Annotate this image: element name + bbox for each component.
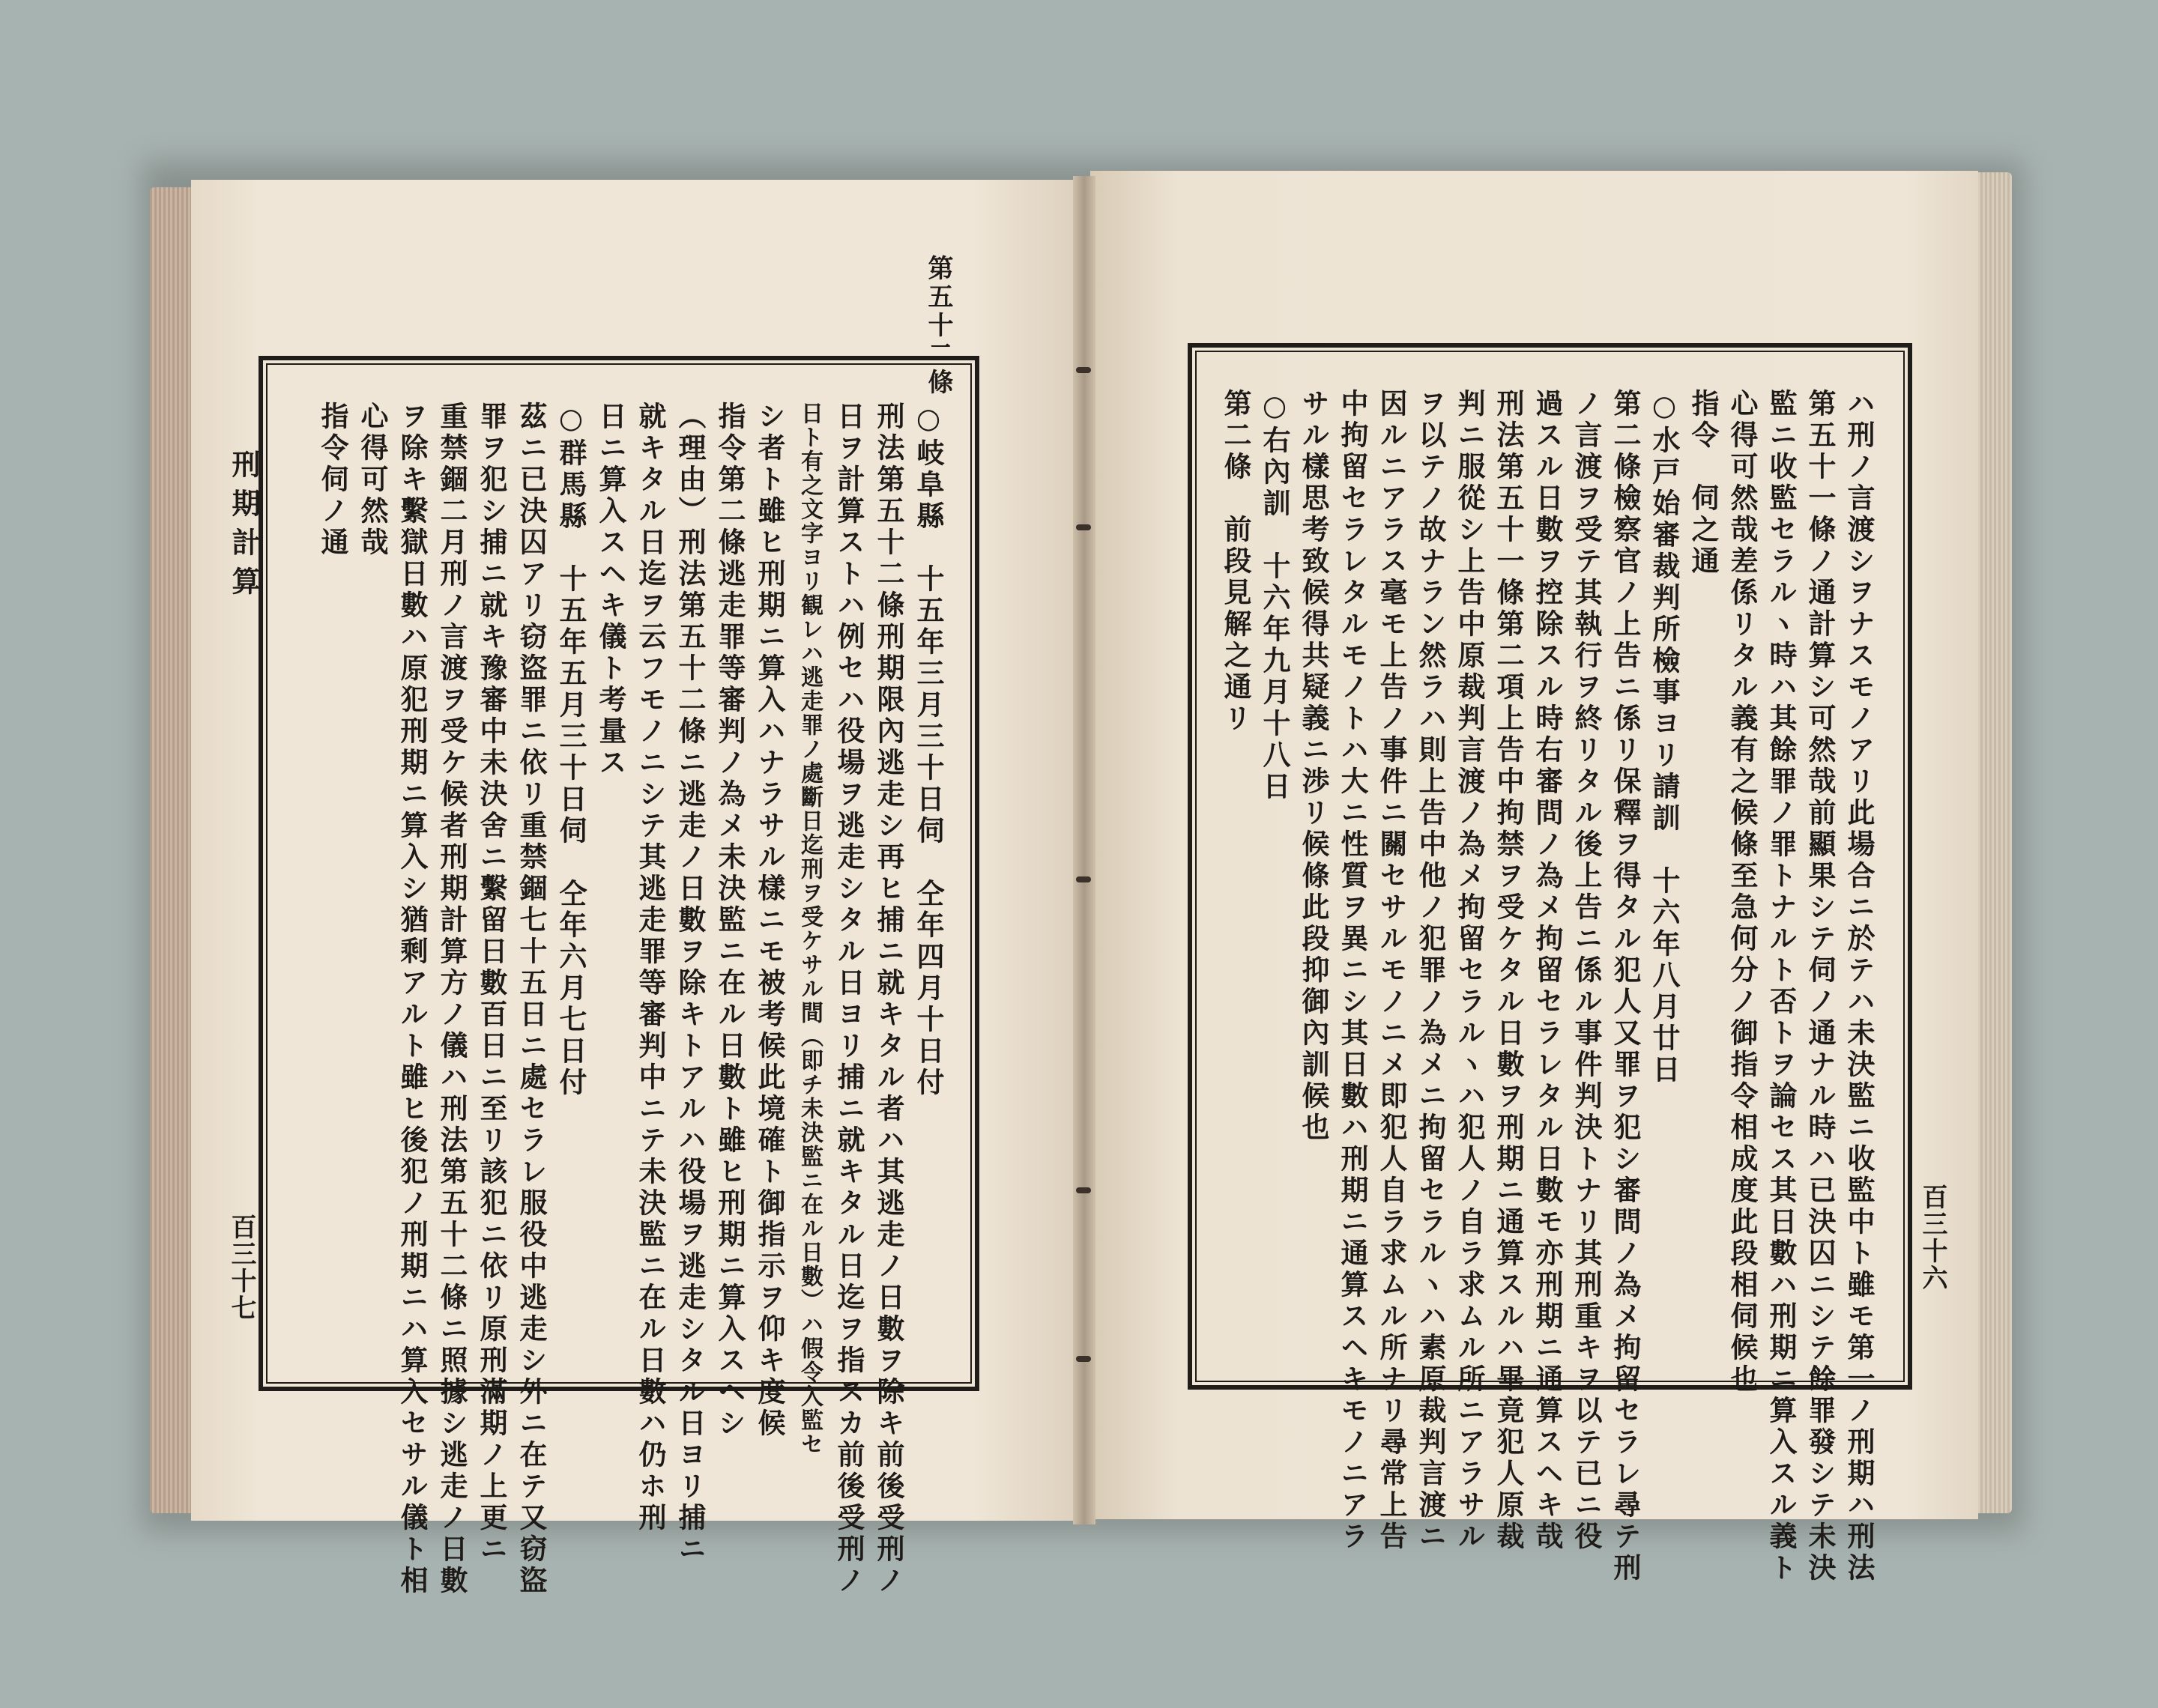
binding-stitch xyxy=(1076,524,1091,530)
text-column: ○岐阜縣 十五年三月三十日伺 仝年四月十日付 xyxy=(912,402,945,1099)
text-column: 罪ヲ犯シ捕ニ就キ豫審中未決舍ニ繫留日數百日ニ至リ該犯ニ依リ原刑滿期ノ上更ニ xyxy=(475,402,508,1566)
binding-stitch xyxy=(1076,367,1091,373)
text-column: 過スル日數ヲ控除スル時右審問ノ為メ拘留セラレタル日數モ亦刑期ニ通算スヘキ哉 xyxy=(1531,389,1564,1553)
page-number-left: 百三十七 xyxy=(226,1214,256,1321)
binding-stitch xyxy=(1076,1187,1091,1193)
section-label: 第五十二條 xyxy=(923,255,953,397)
text-column: 中拘留セラレタルモノトハ大ニ性質ヲ異ニシ其日數ハ刑期ニ通算スヘキモノニアラ xyxy=(1336,389,1369,1553)
binding-stitch xyxy=(1076,1356,1091,1362)
text-column: ノ言渡ヲ受テ其執行ヲ終リタル後上告ニ係ル事件判決トナリ其刑重キヲ以テ已ニ役 xyxy=(1570,389,1603,1553)
text-column: シ者ト雖ヒ刑期ニ算入ハナラサル樣ニモ被考候此境確ト御指示ヲ仰キ度候 xyxy=(753,402,786,1440)
text-column: ヲ除キ繫獄日數ハ原犯刑期ニ算入シ猶剩アルト雖ヒ後犯ノ刑期ニハ算入セサル儀ト相 xyxy=(396,402,429,1597)
right-text-frame xyxy=(1188,343,1912,1584)
text-column: 指令伺ノ通 xyxy=(316,402,349,559)
text-column: 指令第二條逃走罪等審判ノ為メ未決監ニ在ル日數ト雖ヒ刑期ニ算入スヘシ xyxy=(713,402,746,1440)
book-gutter xyxy=(1073,176,1095,1524)
text-column: 日ト有之文字ヨリ観レハ逃走罪ノ處斷日迄刑ヲ受ケサル間（即チ未決監ニ在ル日數）ハ假令入監セ xyxy=(797,402,823,1456)
text-column: 心得可然哉 xyxy=(356,402,389,559)
text-column: ヲ以テノ故ナラン然ラハ則上告中他ノ犯罪ノ為メニ拘留セラルヽハ素原裁判言渡ニ xyxy=(1414,389,1447,1553)
text-column: 日ニ算入スヘキ儀ト考量ス xyxy=(594,402,627,779)
text-column: 重禁錮二月刑ノ言渡ヲ受ケ候者刑期計算方ノ儀ハ刑法第五十二條ニ照據シ逃走ノ日數 xyxy=(435,402,468,1597)
text-column: ○水戸始審裁判所檢事ヨリ請訓 十六年八月廿日 xyxy=(1648,389,1681,1086)
text-column: 心得可然哉差係リタル義有之候條至急何分ノ御指令相成度此段相伺候也 xyxy=(1726,389,1759,1396)
text-column: 第二條檢察官ノ上告ニ係リ保釋ヲ得タル犯人又罪ヲ犯シ審問ノ為メ拘留セラレ尋テ刑 xyxy=(1609,389,1642,1584)
text-column: 監ニ收監セラルヽ時ハ其餘罪ノ罪トナルト否トヲ論セス其日數ハ刑期ニ算入スル義ト xyxy=(1765,389,1798,1584)
text-column: 指令 伺之通 xyxy=(1687,389,1720,578)
text-column: （理由）刑法第五十二條ニ逃走ノ日數ヲ除キトアルハ役場ヲ逃走シタル日ヨリ捕ニ xyxy=(674,402,707,1566)
text-column: 第五十一條ノ通計算シ可然哉前顯果シテ伺ノ通ナル時ハ已決囚ニシテ餘罪發シテ未決 xyxy=(1804,389,1837,1584)
running-title: 刑期計算 xyxy=(227,449,261,605)
text-column: ハ刑ノ言渡シヲナスモノアリ此場合ニ於テハ未決監ニ收監中ト雖モ第一ノ刑期ハ刑法 xyxy=(1843,389,1876,1584)
text-column: 因ルニアラス毫モ上告ノ事件ニ關セサルモノニメ即犯人自ラ求ムル所ナリ尋常上告 xyxy=(1375,389,1408,1553)
text-column: 日ヲ計算ストハ例セハ役場ヲ逃走シタル日ヨリ捕ニ就キタル日迄ヲ指スカ前後受刑ノ xyxy=(832,402,865,1597)
left-text-frame xyxy=(259,356,979,1597)
text-column: 刑法第五十二條刑期限內逃走シ再ヒ捕ニ就キタル者ハ其逃走ノ日數ヲ除キ前後受刑ノ xyxy=(872,402,905,1597)
text-column: サル樣思考致候得共疑義ニ渉リ候條此段抑御內訓候也 xyxy=(1297,389,1330,1144)
text-column: 刑法第五十一條第二項上告中拘禁ヲ受ケタル日數ヲ刑期ニ通算スルハ畢竟犯人原裁 xyxy=(1492,389,1525,1553)
text-column: 茲ニ已決囚アリ窃盜罪ニ依リ重禁錮七十五日ニ處セラレ服役中逃走シ外ニ在テ又窃盜 xyxy=(515,402,548,1597)
binding-stitch xyxy=(1076,876,1091,882)
text-column: ○右內訓 十六年九月十八日 xyxy=(1258,389,1291,803)
text-column: ○群馬縣 十五年五月三十日伺 仝年六月七日付 xyxy=(554,402,587,1099)
text-column: 第二條 前段見解之通リ xyxy=(1219,389,1252,735)
text-column: 判ニ服從シ上告中原裁判言渡ノ為メ拘留セラルヽハ犯人ノ自ラ求ムル所ニアラサル xyxy=(1453,389,1486,1553)
page-number-right: 百三十六 xyxy=(1917,1184,1947,1291)
text-column: 就キタル日迄ヲ云フモノニシテ其逃走罪等審判中ニテ未決監ニ在ル日數ハ仍ホ刑 xyxy=(634,402,667,1534)
